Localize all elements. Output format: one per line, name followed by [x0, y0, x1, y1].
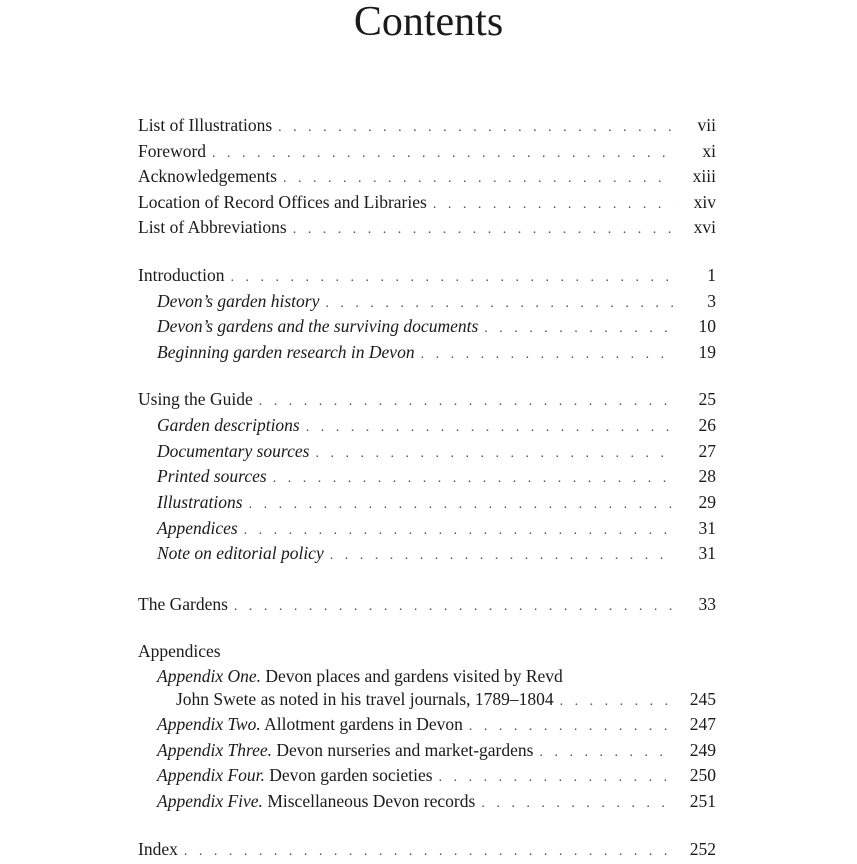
appendix-text: Devon nurseries and market-gardens — [276, 740, 534, 760]
dot-leader — [560, 690, 674, 714]
toc-page-number: 31 — [698, 543, 716, 563]
toc-entry-location-of-record-offices[interactable] — [138, 190, 716, 214]
toc-entry-title: John Swete as noted in his travel journals, 1789–1804 — [176, 689, 554, 709]
toc-entry-title: Devon’s garden history — [157, 291, 320, 311]
toc-page-number: 250 — [689, 765, 716, 785]
toc-entry-using-the-guide[interactable] — [138, 387, 716, 411]
appendix-label: Appendix Three. — [157, 740, 273, 760]
toc-entry-the-gardens[interactable] — [138, 592, 716, 616]
toc-entry-title: List of Abbreviations — [138, 217, 287, 237]
toc-subentry[interactable] — [157, 314, 716, 338]
toc-entry-title: Acknowledgements — [138, 166, 277, 186]
toc-appendix-four[interactable] — [157, 763, 716, 787]
toc-entry-index[interactable] — [138, 837, 716, 861]
toc-entry-title — [157, 738, 533, 762]
toc-page-number: xiv — [693, 192, 716, 212]
toc-page-number: 28 — [698, 466, 716, 486]
dot-leader — [481, 792, 674, 816]
toc-appendix-one-line2[interactable] — [176, 687, 716, 711]
dot-leader — [244, 519, 674, 543]
toc-entry-title: Illustrations — [157, 492, 243, 512]
toc-entry-title: Note on editorial policy — [157, 543, 324, 563]
toc-page-number: 33 — [698, 594, 716, 614]
appendix-text: Miscellaneous Devon records — [267, 791, 476, 811]
toc-entry-title: Foreword — [138, 141, 207, 161]
toc-entry-title — [157, 789, 475, 813]
toc-page-number: xvi — [693, 217, 716, 237]
toc-page-number: xi — [702, 141, 716, 161]
toc-page-number: 249 — [689, 740, 716, 760]
toc-page-number: 10 — [698, 316, 716, 336]
toc-page-number: 19 — [698, 342, 716, 362]
toc-page-number: 25 — [698, 389, 716, 409]
toc-entry-title: Beginning garden research in Devon — [157, 342, 415, 362]
appendix-text: Devon garden societies — [269, 765, 433, 785]
toc-page-number: 245 — [689, 689, 716, 709]
toc-entry-foreword[interactable] — [138, 139, 716, 163]
dot-leader — [259, 390, 674, 414]
dot-leader — [484, 317, 674, 341]
toc-entry-acknowledgements[interactable] — [138, 164, 716, 188]
toc-subentry[interactable] — [157, 413, 716, 437]
toc-entry-title — [157, 712, 463, 736]
dot-leader — [330, 544, 674, 568]
toc-subentry[interactable] — [157, 289, 716, 313]
toc-page-number: 251 — [689, 791, 716, 811]
dot-leader — [315, 442, 674, 466]
toc-appendix-five[interactable] — [157, 789, 716, 813]
page-title: Contents — [353, 0, 504, 45]
toc-subentry[interactable] — [157, 439, 716, 463]
appendix-label: Appendix One. — [157, 666, 261, 686]
dot-leader — [325, 292, 674, 316]
toc-page-number: 3 — [707, 291, 716, 311]
dot-leader — [469, 715, 674, 739]
toc-entry-title: Location of Record Offices and Libraries — [138, 192, 427, 212]
appendix-label: Appendix Five. — [157, 791, 263, 811]
dot-leader — [433, 193, 674, 217]
dot-leader — [293, 218, 674, 242]
toc-page-number: xiii — [692, 166, 716, 186]
dot-leader — [212, 142, 674, 166]
dot-leader — [231, 266, 674, 290]
toc-appendix-two[interactable] — [157, 712, 716, 736]
toc-page-number: 247 — [689, 714, 716, 734]
toc-page-number: 29 — [698, 492, 716, 512]
toc-entry-title: Index — [138, 839, 178, 859]
appendix-label: Appendix Four. — [157, 765, 265, 785]
toc-entry-title — [157, 763, 433, 787]
toc-subentry[interactable] — [157, 516, 716, 540]
toc-entry-title: Appendices — [157, 518, 238, 538]
toc-entry-list-of-abbreviations[interactable] — [138, 215, 716, 239]
toc-subentry[interactable] — [157, 340, 716, 364]
dot-leader — [421, 343, 674, 367]
toc-appendix-three[interactable] — [157, 738, 716, 762]
toc-appendix-one-line1[interactable] — [157, 664, 563, 688]
toc-page-number: 26 — [698, 415, 716, 435]
dot-leader — [283, 167, 674, 191]
toc-subentry[interactable] — [157, 490, 716, 514]
toc-page-number: 27 — [698, 441, 716, 461]
toc-entry-title: Printed sources — [157, 466, 267, 486]
dot-leader — [306, 416, 674, 440]
dot-leader — [278, 116, 674, 140]
dot-leader — [249, 493, 674, 517]
toc-entry-title: Devon’s gardens and the surviving documents — [157, 316, 479, 336]
dot-leader — [234, 595, 674, 619]
toc-entry-title: List of Illustrations — [138, 115, 273, 135]
dot-leader — [439, 766, 674, 790]
appendix-label: Appendix Two. — [157, 714, 261, 734]
toc-section-appendices: Appendices — [138, 641, 221, 661]
toc-entry-title: The Gardens — [138, 594, 228, 614]
toc-entry-title: Garden descriptions — [157, 415, 300, 435]
toc-page-number: 31 — [698, 518, 716, 538]
dot-leader — [184, 840, 674, 864]
toc-entry-title: Introduction — [138, 265, 225, 285]
dot-leader — [539, 741, 674, 765]
toc-entry-introduction[interactable] — [138, 263, 716, 287]
toc-entry-title: Documentary sources — [157, 441, 310, 461]
dot-leader — [273, 467, 674, 491]
appendix-text: Devon places and gardens visited by Revd — [265, 666, 563, 686]
toc-subentry[interactable] — [157, 541, 716, 565]
toc-page-number: vii — [697, 115, 716, 135]
toc-subentry[interactable] — [157, 464, 716, 488]
toc-page-number: 252 — [689, 839, 716, 859]
toc-page-number: 1 — [707, 265, 716, 285]
toc-entry-title: Using the Guide — [138, 389, 253, 409]
appendix-text: Allotment gardens in Devon — [264, 714, 463, 734]
toc-entry-list-of-illustrations[interactable] — [138, 113, 716, 137]
